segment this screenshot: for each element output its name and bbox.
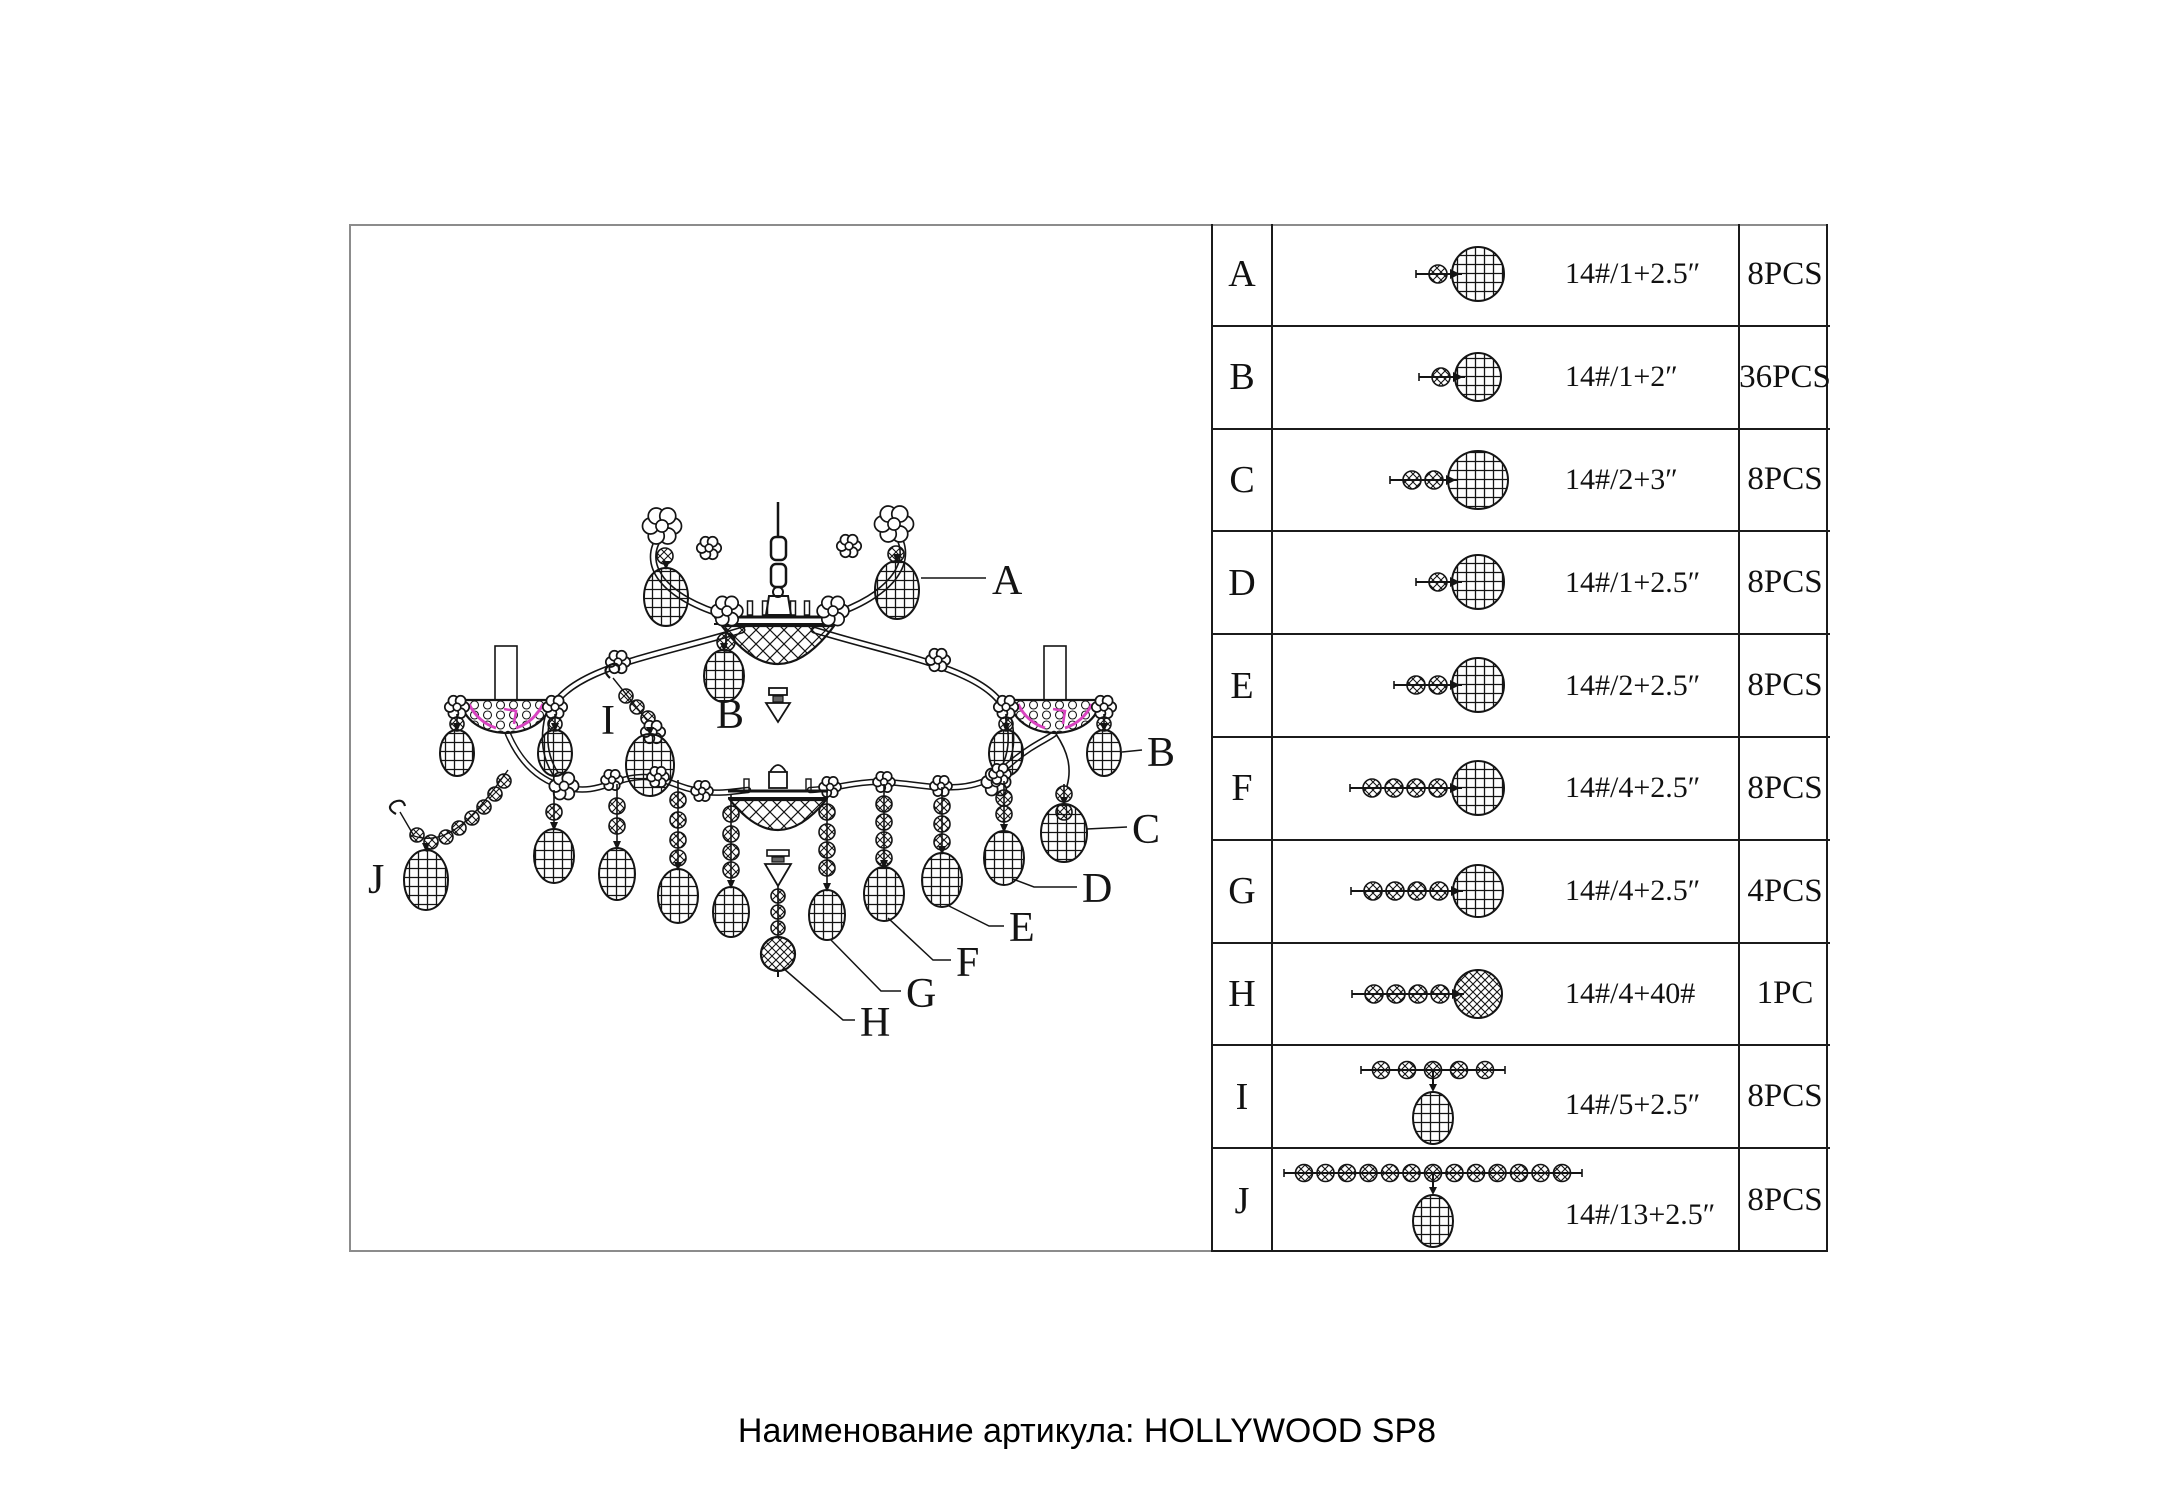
lower-basket: [728, 765, 828, 977]
part-label-I: [601, 698, 615, 744]
part-letter-cell: H: [1213, 944, 1273, 1047]
candle-cup: [440, 646, 572, 776]
part-sample-cell: [1273, 430, 1738, 533]
svg-text:D: D: [1082, 866, 1113, 912]
part-letter-cell: I: [1213, 1046, 1273, 1149]
part-spec: 14#/1+2.5″: [1565, 565, 1701, 599]
part-label-A: [921, 558, 1023, 604]
crystal-strand: [984, 781, 1024, 885]
part-spec: 14#/2+2.5″: [1565, 668, 1701, 702]
part-sample-cell: [1273, 1046, 1738, 1149]
part-letter-cell: C: [1213, 430, 1273, 533]
part-letter-cell: E: [1213, 635, 1273, 738]
crystal-strand: [864, 784, 904, 921]
part-qty-cell: 8PCS: [1738, 635, 1830, 738]
part-sample-cell: [1273, 738, 1738, 841]
part-spec: 14#/4+40#: [1565, 976, 1696, 1010]
part-sample-cell: [1273, 1149, 1738, 1252]
part-sample-cell: [1273, 944, 1738, 1047]
part-qty-cell: 36PCS: [1738, 327, 1830, 430]
part-spec: 14#/1+2″: [1565, 360, 1678, 394]
part-sample-cell: [1273, 532, 1738, 635]
crystal-strand: [599, 784, 635, 900]
part-sample-cell: [1273, 841, 1738, 944]
svg-text:A: A: [992, 558, 1023, 604]
part-spec: 14#/13+2.5″: [1565, 1197, 1716, 1231]
part-label-C: [1087, 807, 1160, 853]
part-qty-cell: 8PCS: [1738, 224, 1830, 327]
svg-text:B: B: [716, 692, 745, 738]
upper-arm-crystals: [642, 506, 919, 626]
part-label-H: [783, 968, 890, 1046]
part-qty-cell: 8PCS: [1738, 1149, 1830, 1252]
candle-cup: [989, 646, 1121, 776]
crystal-strand: [534, 790, 574, 883]
part-qty-cell: 4PCS: [1738, 841, 1830, 944]
part-letter-cell: F: [1213, 738, 1273, 841]
svg-text:C: C: [1132, 807, 1161, 853]
svg-text:F: F: [956, 940, 980, 986]
part-qty-cell: 8PCS: [1738, 532, 1830, 635]
part-label-B: [1122, 730, 1175, 776]
parts-table: [1211, 224, 1831, 1252]
part-sample-cell: [1273, 635, 1738, 738]
part-spec: 14#/4+2.5″: [1565, 874, 1701, 908]
suspension-chain: [766, 502, 791, 615]
svg-text:I: I: [601, 698, 615, 744]
part-qty-cell: 8PCS: [1738, 1046, 1830, 1149]
part-letter-cell: D: [1213, 532, 1273, 635]
part-letter-cell: B: [1213, 327, 1273, 430]
part-letter-cell: A: [1213, 224, 1273, 327]
part-label-B: [716, 692, 744, 738]
part-sample-cell: [1273, 327, 1738, 430]
arms: [508, 530, 1069, 799]
chandelier-diagram: [349, 224, 1211, 1252]
svg-text:H: H: [860, 1000, 891, 1046]
part-letter-cell: J: [1213, 1149, 1273, 1252]
crystal-strand: [922, 787, 962, 907]
part-spec: 14#/2+3″: [1565, 462, 1678, 496]
svg-text:E: E: [1009, 905, 1035, 951]
part-spec: 14#/5+2.5″: [1565, 1087, 1701, 1121]
crystal-strand: [1041, 784, 1087, 862]
svg-text:J: J: [368, 857, 385, 903]
article-caption: Наименование артикула: HOLLYWOOD SP8: [737, 1412, 1437, 1450]
svg-text:G: G: [906, 971, 937, 1017]
j-strand: [390, 770, 511, 910]
svg-text:B: B: [1147, 730, 1176, 776]
part-qty-cell: 8PCS: [1738, 738, 1830, 841]
part-letter-cell: G: [1213, 841, 1273, 944]
part-qty-cell: 1PC: [1738, 944, 1830, 1047]
part-sample-cell: [1273, 224, 1738, 327]
crystal-strand: [658, 780, 698, 923]
part-qty-cell: 8PCS: [1738, 430, 1830, 533]
part-label-J: [368, 857, 384, 903]
part-spec: 14#/1+2.5″: [1565, 257, 1701, 291]
part-spec: 14#/4+2.5″: [1565, 771, 1701, 805]
